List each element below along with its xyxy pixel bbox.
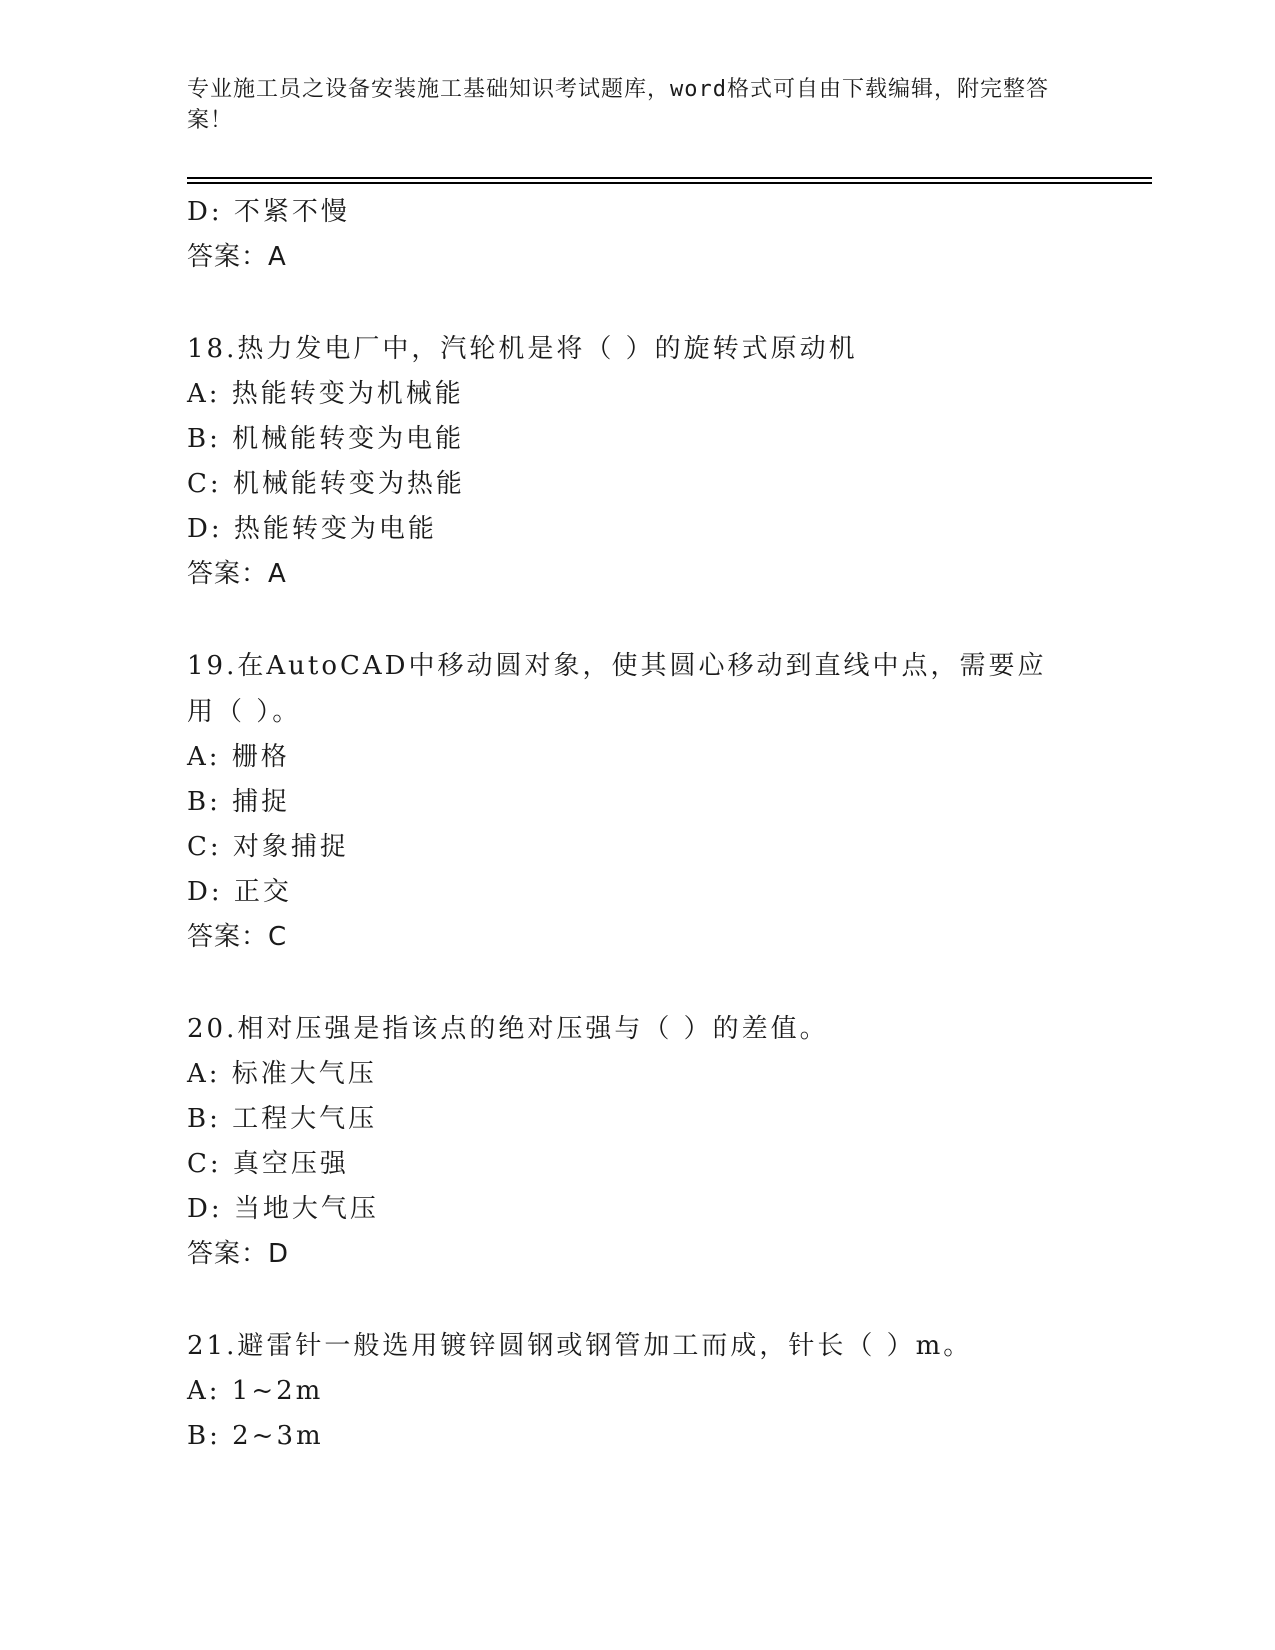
option-c: C: 真空压强 (187, 1149, 349, 1179)
header-rule-bottom (187, 182, 1152, 184)
option-c: C: 机械能转变为热能 (187, 469, 465, 499)
option-d: D: 当地大气压 (187, 1194, 379, 1224)
option-b: B: 捕捉 (187, 787, 291, 817)
option-a: A: 热能转变为机械能 (187, 379, 464, 409)
option-d: D: 不紧不慢 (187, 197, 350, 227)
question-stem: 21.避雷针一般选用镀锌圆钢或钢管加工而成，针长（ ）m。 (187, 1331, 973, 1361)
question-stem: 19.在AutoCAD中移动圆对象，使其圆心移动到直线中点，需要应用（ ）。 (187, 651, 1047, 727)
question-20 (187, 1006, 1067, 1277)
option-a: A: 1~2m (187, 1376, 324, 1406)
option-d: D: 正交 (187, 877, 292, 907)
answer: 答案：C (187, 922, 288, 952)
question-18 (187, 326, 1067, 597)
option-b: B: 2~3m (187, 1421, 324, 1451)
page-header: 专业施工员之设备安装施工基础知识考试题库，word格式可自由下载编辑，附完整答案！ (187, 77, 1049, 133)
question-stem: 18.热力发电厂中，汽轮机是将（ ）的旋转式原动机 (187, 334, 858, 364)
question-stem: 20.相对压强是指该点的绝对压强与（ ）的差值。 (187, 1014, 829, 1044)
option-c: C: 对象捕捉 (187, 832, 349, 862)
option-a: A: 标准大气压 (187, 1059, 377, 1089)
option-b: B: 机械能转变为电能 (187, 424, 465, 454)
question-19 (187, 643, 1067, 960)
option-d: D: 热能转变为电能 (187, 514, 437, 544)
header-rule-top (187, 177, 1152, 179)
option-a: A: 栅格 (187, 742, 290, 772)
exam-content (187, 190, 1067, 1459)
question-21 (187, 1323, 1067, 1459)
answer: 答案：D (187, 1239, 290, 1269)
option-b: B: 工程大气压 (187, 1104, 378, 1134)
answer: 答案：A (187, 242, 287, 272)
answer: 答案：A (187, 559, 287, 589)
